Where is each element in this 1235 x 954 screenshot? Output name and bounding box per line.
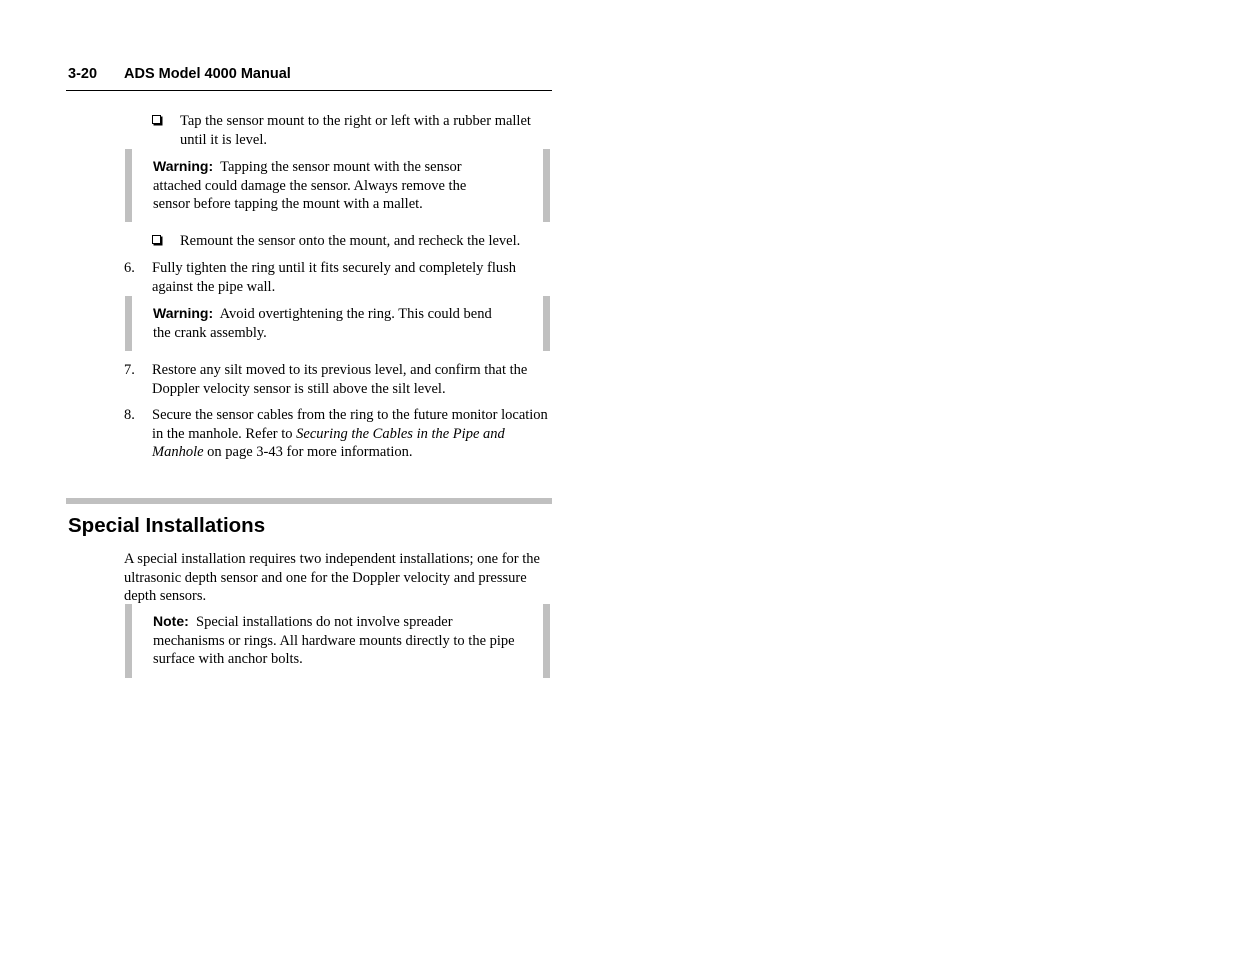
warning-callout — [125, 149, 550, 222]
warning-text: Avoid overtightening the ring. This could bend the crank assembly. — [153, 306, 492, 341]
bullet-item — [152, 232, 552, 252]
checkbox-bullet-icon — [152, 235, 161, 244]
bullet-item — [152, 112, 552, 152]
numbered-step — [124, 361, 552, 401]
note-text: Special installations do not involve spreader mechanisms or rings. All hardware mounts directly to the pipe surface with anchor bolts. — [153, 614, 515, 667]
checkbox-bullet-icon — [152, 115, 161, 124]
section-divider — [66, 498, 552, 504]
warning-label: Warning: — [153, 305, 214, 321]
bullet-text: Remount the sensor onto the mount, and recheck the level. — [180, 233, 521, 249]
cross-reference-title: Securing the Cables in the Pipe and Manhole — [152, 425, 505, 460]
step-number: 8. — [124, 407, 135, 423]
warning-text-block — [153, 157, 503, 214]
step-text: Restore any silt moved to its previous level, and confirm that the Doppler velocity sensor is still above the silt level. — [152, 362, 528, 397]
page-number: 3-20 — [68, 66, 98, 82]
bullet-text: Tap the sensor mount to the right or left with a rubber mallet until it is level. — [180, 113, 531, 148]
manual-title: ADS Model 4000 Manual — [124, 66, 291, 82]
warning-text-block — [153, 304, 503, 342]
step-text: Fully tighten the ring until it fits securely and completely flush against the pipe wall. — [152, 260, 517, 295]
note-callout — [125, 604, 550, 678]
step-text — [152, 406, 552, 462]
note-label: Note: — [153, 613, 189, 629]
note-text-block — [153, 612, 523, 669]
warning-text: Tapping the sensor mount with the sensor attached could damage the sensor. Always remove the sensor before tapping the mount with a mallet. — [153, 159, 467, 212]
step-text-after: on page 3-43 for more information. — [207, 444, 413, 460]
step-number: 6. — [124, 260, 135, 276]
page-header — [66, 66, 552, 91]
step-text-before: Secure the sensor cables from the ring to the future monitor location in the manhole. Refer to — [152, 407, 548, 442]
section-heading: Special Installations — [68, 514, 266, 537]
warning-callout — [125, 296, 550, 351]
numbered-step — [124, 259, 552, 299]
warning-label: Warning: — [153, 158, 214, 174]
section-paragraph: A special installation requires two independent installations; one for the ultrasonic depth sensor and one for the Doppler velocity and pressure depth sensors. — [124, 551, 540, 604]
step-number: 7. — [124, 362, 135, 378]
numbered-step — [124, 406, 552, 464]
